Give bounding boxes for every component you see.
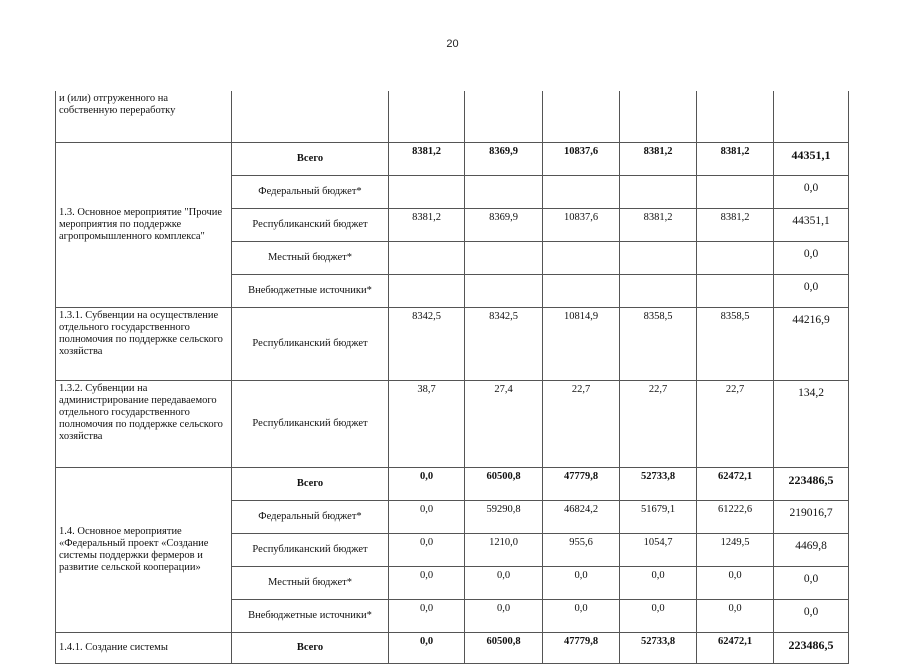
funding-source: Всего xyxy=(232,143,389,176)
value-cell: 8369,9 xyxy=(465,143,543,176)
value-cell: 0,0 xyxy=(543,567,620,600)
value-cell: 0,0 xyxy=(774,567,849,600)
value-cell: 8369,9 xyxy=(465,209,543,242)
table-row xyxy=(56,91,849,143)
value-cell: 223486,5 xyxy=(774,633,849,664)
value-cell: 0,0 xyxy=(389,534,465,567)
table-row xyxy=(56,308,849,381)
empty-cell xyxy=(697,91,774,143)
empty-cell xyxy=(465,91,543,143)
value-cell: 52733,8 xyxy=(620,468,697,501)
empty-cell xyxy=(389,91,465,143)
value-cell: 59290,8 xyxy=(465,501,543,534)
funding-source: Республиканский бюджет xyxy=(232,534,389,567)
row-label: 1.3. Основное мероприятие "Прочие мероприятия по поддержке агропромышленного комплекса" xyxy=(56,143,232,308)
value-cell: 62472,1 xyxy=(697,633,774,664)
value-cell: 52733,8 xyxy=(620,633,697,664)
value-cell: 44351,1 xyxy=(774,143,849,176)
value-cell: 38,7 xyxy=(389,381,465,468)
value-cell xyxy=(465,176,543,209)
funding-table-wrapper xyxy=(55,91,849,664)
value-cell: 0,0 xyxy=(774,275,849,308)
value-cell: 8358,5 xyxy=(620,308,697,381)
funding-table xyxy=(55,91,849,664)
value-cell: 0,0 xyxy=(465,600,543,633)
funding-table-body xyxy=(56,91,849,664)
value-cell: 8342,5 xyxy=(389,308,465,381)
row-label: 1.3.2. Субвенции на администрирование передаваемого отдельного государственного полномочия по поддержке сельского хозяйства xyxy=(56,381,232,468)
value-cell: 8358,5 xyxy=(697,308,774,381)
funding-source: Всего xyxy=(232,633,389,664)
value-cell: 0,0 xyxy=(389,567,465,600)
value-cell: 955,6 xyxy=(543,534,620,567)
value-cell: 0,0 xyxy=(697,567,774,600)
value-cell xyxy=(389,176,465,209)
funding-source: Внебюджетные источники* xyxy=(232,600,389,633)
value-cell xyxy=(465,242,543,275)
value-cell: 22,7 xyxy=(543,381,620,468)
value-cell: 61222,6 xyxy=(697,501,774,534)
value-cell xyxy=(697,176,774,209)
funding-source: Всего xyxy=(232,468,389,501)
value-cell: 8381,2 xyxy=(620,143,697,176)
value-cell xyxy=(620,176,697,209)
row-label: 1.4.1. Создание системы xyxy=(56,633,232,664)
value-cell: 8381,2 xyxy=(697,209,774,242)
value-cell: 8381,2 xyxy=(389,143,465,176)
row-label: 1.3.1. Субвенции на осуществление отдельного государственного полномочия по поддержке сельского хозяйства xyxy=(56,308,232,381)
value-cell xyxy=(543,275,620,308)
value-cell: 0,0 xyxy=(774,176,849,209)
funding-source: Федеральный бюджет* xyxy=(232,176,389,209)
value-cell: 219016,7 xyxy=(774,501,849,534)
value-cell: 47779,8 xyxy=(543,633,620,664)
value-cell: 51679,1 xyxy=(620,501,697,534)
value-cell: 8381,2 xyxy=(620,209,697,242)
table-row xyxy=(56,381,849,468)
value-cell: 0,0 xyxy=(697,600,774,633)
value-cell: 44216,9 xyxy=(774,308,849,381)
table-row xyxy=(56,143,849,176)
value-cell xyxy=(697,242,774,275)
value-cell: 46824,2 xyxy=(543,501,620,534)
value-cell: 1054,7 xyxy=(620,534,697,567)
empty-cell xyxy=(774,91,849,143)
value-cell: 1210,0 xyxy=(465,534,543,567)
value-cell: 0,0 xyxy=(389,600,465,633)
funding-source: Республиканский бюджет xyxy=(232,209,389,242)
row-label: и (или) отгруженного на собственную переработку xyxy=(56,91,232,143)
value-cell: 8342,5 xyxy=(465,308,543,381)
value-cell: 0,0 xyxy=(465,567,543,600)
value-cell: 0,0 xyxy=(620,567,697,600)
value-cell: 4469,8 xyxy=(774,534,849,567)
value-cell: 8381,2 xyxy=(389,209,465,242)
value-cell xyxy=(389,275,465,308)
value-cell: 27,4 xyxy=(465,381,543,468)
value-cell: 1249,5 xyxy=(697,534,774,567)
value-cell xyxy=(543,176,620,209)
value-cell: 223486,5 xyxy=(774,468,849,501)
value-cell xyxy=(389,242,465,275)
funding-source: Республиканский бюджет xyxy=(232,381,389,468)
page-number: 20 xyxy=(446,38,459,50)
funding-source: Внебюджетные источники* xyxy=(232,275,389,308)
value-cell xyxy=(543,242,620,275)
value-cell: 0,0 xyxy=(774,242,849,275)
value-cell: 0,0 xyxy=(543,600,620,633)
empty-cell xyxy=(543,91,620,143)
funding-source: Федеральный бюджет* xyxy=(232,501,389,534)
empty-cell xyxy=(620,91,697,143)
row-label: 1.4. Основное мероприятие «Федеральный проект «Создание системы поддержки фермеров и развитие сельской кооперации» xyxy=(56,468,232,633)
value-cell: 0,0 xyxy=(389,633,465,664)
value-cell: 62472,1 xyxy=(697,468,774,501)
funding-source: Местный бюджет* xyxy=(232,242,389,275)
value-cell: 44351,1 xyxy=(774,209,849,242)
value-cell: 60500,8 xyxy=(465,633,543,664)
table-row xyxy=(56,633,849,664)
value-cell: 10837,6 xyxy=(543,209,620,242)
value-cell: 47779,8 xyxy=(543,468,620,501)
value-cell: 22,7 xyxy=(697,381,774,468)
value-cell: 8381,2 xyxy=(697,143,774,176)
value-cell: 10837,6 xyxy=(543,143,620,176)
value-cell: 0,0 xyxy=(389,501,465,534)
value-cell: 22,7 xyxy=(620,381,697,468)
funding-source: Местный бюджет* xyxy=(232,567,389,600)
value-cell xyxy=(620,275,697,308)
value-cell xyxy=(465,275,543,308)
value-cell: 134,2 xyxy=(774,381,849,468)
funding-source: Республиканский бюджет xyxy=(232,308,389,381)
table-row xyxy=(56,468,849,501)
value-cell xyxy=(620,242,697,275)
value-cell: 0,0 xyxy=(620,600,697,633)
value-cell xyxy=(697,275,774,308)
value-cell: 60500,8 xyxy=(465,468,543,501)
value-cell: 10814,9 xyxy=(543,308,620,381)
empty-cell xyxy=(232,91,389,143)
value-cell: 0,0 xyxy=(774,600,849,633)
value-cell: 0,0 xyxy=(389,468,465,501)
